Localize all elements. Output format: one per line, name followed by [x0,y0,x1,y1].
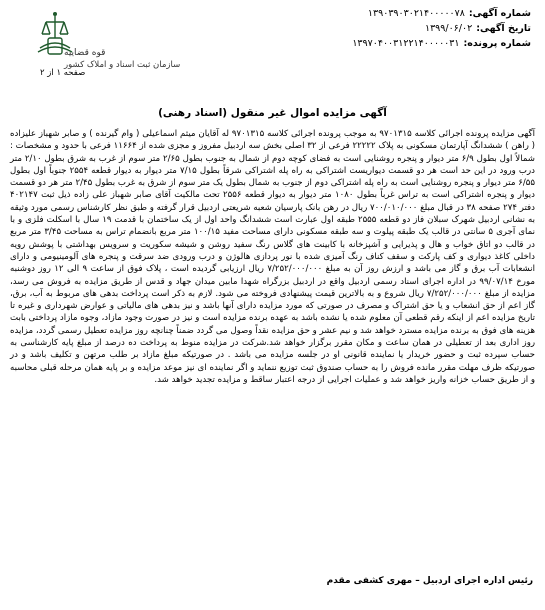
notice-number-row [331,6,531,21]
notice-date: ۱۳۹۹/۰۶/۰۲ [424,23,473,34]
notice-number-label: شماره آگهی: [468,8,531,19]
signature-line: رئیس اداره اجرای اردبیل – مهری کشفی مقدم [326,576,533,586]
notice-date-row [331,21,531,36]
notice-number: ۱۳۹۰۳۹۰۳۰۲۱۴۰۰۰۰۰۷۸ [367,8,465,19]
notice-meta [331,6,531,51]
notice-date-label: تاریخ آگهی: [476,23,531,34]
page-number: صفحه ۱ از ۲ [40,68,86,78]
case-number-label: شماره پرونده: [463,38,531,49]
notice-title: آگهی مزایده اموال غیر منقول (اسناد رهنی) [158,107,387,119]
notice-body [10,128,535,386]
brand-organization: سازمان ثبت اسناد و املاک کشور [64,60,181,70]
case-number: ۱۳۹۷۰۴۰۰۳۱۲۲۱۴۰۰۰۰۰۳۱ [352,38,460,49]
brand-judiciary: قوه قضاییه [64,48,106,58]
notice-body-paragraph: آگهی مزایده پرونده اجرائی کلاسه ۹۷۰۱۳۱۵ به موجب پرونده اجرائی کلاسه ۹۷۰۱۳۱۵ له آقایان میثم اسماعیلی ( وام گیرنده ) و صابر شهباز علیزاده ( راهن ) ششدانگ آپارتمان مسکونی به پلاک ۲۲۲۲۲ فرعی از ۳۲ اصلی بخش سه اردبیل مفروز و مجزی شده از ۱۱۶۶۴ فرعی با حدود و مشخصات : شمالاً اول بطول ۶/۹ متر دیوار و پنجره روشنایی است به فضای کوچه دوم از شمال به جنوب بطول ۲/۶۵ متر سوم از غرب به شرق بطول ۲/۱۰ متر درب ورود در این حد است هر دو قسمت دیواریست اشتراکی به راه پله اشتراکی شرقاً بطول ۷/۱۵ متر دیوار به دیوار قطعه ۲۵۵۴ جنوباً اول بطول ۶/۵۵ متر دیوار و پنجره روشنایی است به راه پله اشتراکی دوم از جنوب به شمال بطول یک متر سوم از شرق به غرب بطول ۲/۴۵ متر هر دو قسمت دیوار و پنجره اشتراکی است به تراس غرباً بطول ۱۰۸۰ متر دیوار به دیوار قطعه ۲۵۵۶ تحت مالکیت آقای صابر شهباز علی زاده ذیل ثبت ۴۰۲۱۴۷ دفتر ۲۷۴ صفحه ۳۸ در قبال مبلغ ۷۰۰/۰۱۰/۰۰۰ ریال در رهن بانک پارسیان شعبه شریعتی اردبیل قرار گرفته و طبق نظر کارشناس رسمی مورد وثیقه به نشانی اردبیل شهرک سبلان فاز دو قطعه ۲۵۵۵ طبقه اول عبارت است ششدانگ واحد اول از یک ساختمان با قدمت ۱۹ سال با اسکلت فلزی و با نمای آجری ۵ سانتی در قالب یک طبقه پیلوت و سه طبقه مسکونی دارای مساحت مفید ۱۰۰/۱۵ متر مربع بانضمام تراس به مساحت ۳/۴۵ متر مربع در قالب دو اتاق خواب و هال و پذیرایی و آشپزخانه با کابینت های گلاس رنگ سفید روشن و شیشه سکوریت و سرویس بهداشتی با پوشش رویه داخلی کاغذ دیواری و کف پارکت و سقف کناف رنگ آمیزی شده با نور پردازی هالوژن و درب ورودی ضد سرقت و پنجره های آلومینیومی و دارای انشعابات آب برق و گاز می باشد و ارزش روز آن به مبلغ ۷/۲۵۲/۰۰۰/۰۰۰ ریال ارزیابی گردیده است ، پلاک فوق از ساعت ۹ الی ۱۲ روز دوشنبه مورخ ۹۹/۰۷/۱۴ در اداره اجرای اسناد رسمی اردبیل واقع در اردبیل بزرگراه شهدا مابین میدان جهاد و قدس از طریق مزایده به فروش می رسد، مزایده از مبلغ ۷/۲۵۲/۰۰۰/۰۰۰ ریال شروع و به بالاترین قیمت پیشنهادی فروخته می شود. لازم به ذکر است پرداخت بدهی های مربوط به آب، برق، گاز اعم از حق انشعاب و یا حق اشتراک و مصرف در صورتی که مورد مزایده دارای آنها باشد و نیز بدهی های مالیاتی و عوارض شهرداری و غیره تا تاریخ مزایده اعم از اینکه رقم قطعی آن معلوم شده یا نشده باشد به عهده برنده مزایده است و نیز در صورت وجود مازاد، وجوه مازاد پرداختی بابت هزینه های فوق به برنده مزایده مسترد خواهد شد و نیم عشر و حق مزایده نقداً وصول می گردد ضمناً چنانچه روز مزایده تعطیل رسمی گردد، مزایده روز اداری بعد از تعطیلی در همان ساعت و مکان مقرر برگزار خواهد شد.شرکت در مزایده منوط به پرداخت ده درصد از مبلغ پایه کارشناسی به حساب سپرده ثبت و حضور خریدار یا نماینده قانونی او در جلسه مزایده می باشد . در صورتیکه مبلغ مازاد بر طلب مرتهن و تکلیف باشد و در صورتیکه ظرف مهلت مقرر مانده فروش را به حساب صندوق ثبت توزیع ننماید و اگر نماینده ای نیز موعد مزایده و بر پایه همان مرحله قبلی محاسبه و از طریق حساب خزانه واریز خواهد شد و عملیات اجرایی از درجه اعتبار ساقط و مزایده تجدید خواهد شد. [10,129,535,385]
case-number-row [331,36,531,51]
